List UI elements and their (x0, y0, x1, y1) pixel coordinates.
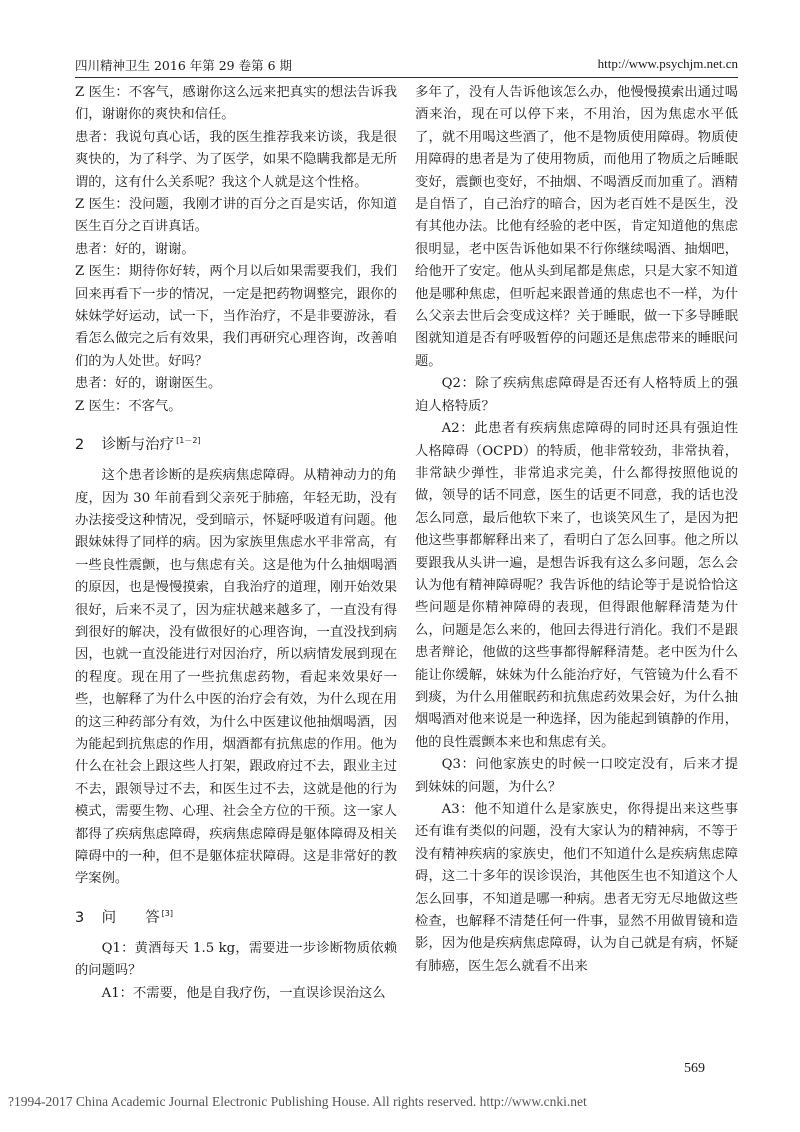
citation-ref[interactable]: [3] (161, 908, 173, 918)
section-title: 诊断与治疗 (101, 437, 175, 454)
answer-a3: A3：他不知道什么是家族史，你得提出来这些事还有谁有类似的问题，没有大家认为的精神病，不等于没有精神疾病的家族史，他们不知道什么是疾病焦虑障碍，这二十多年的误诊误治，其他医生也不知道这个人怎么回事，不知道是哪一种病。患者无穷无尽地做这些检查，也解释不清楚任何一件事，显然不用做胃镜和造影，因为他是疾病焦虑障碍，认为自己就是有病，怀疑有肺癌，医生怎么就看不出来 (415, 802, 738, 974)
question-q2: Q2：除了疾病焦虑障碍是否还有人格特质上的强迫人格特质？ (415, 376, 738, 414)
answer-a1-continued: 多年了，没有人告诉他该怎么办，他慢慢摸索出通过喝酒来治，现在可以停下来，不用治，因为焦虑水平低了，就不用喝这些酒了，他不是物质使用障碍。物质使用障碍的患者是为了使用物质，而他用了物质之后睡眠变好，震颤也变好，不抽烟、不喝酒反而加重了。酒精是自悟了，自己治疗的暗合，因为老百姓不是医生，没有其他办法。比他有经验的老中医，肯定知道他的焦虑很明显，老中医告诉他如果不行你继续喝酒、抽烟吧，给他开了安定。他从头到尾都是焦虑，只是大家不知道他是哪种焦虑，但听起来跟普通的焦虑也不一样，为什么父亲去世后会变成这样？关于睡眠，做一下多导睡眠图就知道是否有呼吸暂停的问题还是焦虑带来的睡眠问题。 (415, 85, 738, 369)
answer-a2: A2：此患者有疾病焦虑障碍的同时还具有强迫性人格障碍（OCPD）的特质，他非常较劲，非常执着，非常缺少弹性，非常追求完美，什么都得按照他说的做，领导的话不同意，医生的话更不同意，我的话也没怎么同意，最后他软下来了，也谈笑风生了，是因为把他这些事都解释出来了，看明白了怎么回事。他之所以要跟我从头讲一遍，是想告诉我有这么多问题，怎么会认为他有精神障碍呢？我告诉他的结论等于是说恰恰这些问题是你精神障碍的表现，但得跟他解释清楚为什么，问题是怎么来的，他回去得进行消化。我们不是跟患者辩论，他做的这些事都得解释清楚。老中医为什么能让你缓解，妹妹为什么能治疗好，气管镜为什么看不到痰，为什么用催眠药和抗焦虑药效果会好，为什么抽烟喝酒对他来说是一种选择，因为能起到镇静的作用，他的良性震颤本来也和焦虑有关。 (415, 421, 738, 750)
dialogue-line: 患者：我说句真心话，我的医生推荐我来访谈，我是很爽快的，为了科学、为了医学，如果不隐瞒我都是无所谓的，这有什么关系呢？我这个人就是这个性格。 (75, 129, 397, 190)
diagnosis-paragraph: 这个患者诊断的是疾病焦虑障碍。从精神动力的角度，因为 30 年前看到父亲死于肺癌，年轻无助，没有办法接受这种情况，受到暗示，怀疑呼吸道有问题。他跟妹妹得了同样的病。因为家族里焦虑水平非常高，有一些良性震颤，也与焦虑有关。这是他为什么抽烟喝酒的原因，也是慢慢摸索，自我治疗的道理，刚开始效果很好，后来不灵了，因为症状越来越多了，一直没有得到很好的解决，没有做很好的心理咨询，一直没找到病因，也就一直没能进行对因治疗，所以病情发展到现在的程度。现在用了一些抗焦虑药物，看起来效果好一些，也解释了为什么中医的治疗会有效，为什么现在用的这三种药部分有效，为什么中医建议他抽烟喝酒，因为能起到抗焦虑的作用，烟酒都有抗焦虑的作用。他为什么在社会上跟这些人打架，跟政府过不去，跟业主过不去，跟领导过不去，和医生过不去，这就是他的行为模式，需要生物、心理、社会全方位的干预。这一家人都得了疾病焦虑障碍，疾病焦虑障碍是躯体障碍及相关障碍中的一种，但不是躯体症状障碍。这是非常好的教学案例。 (75, 468, 397, 887)
section-number: 3 (75, 909, 85, 926)
section-number: 2 (75, 437, 85, 454)
running-header (75, 53, 738, 78)
journal-name: 四川精神卫生 2016 年第 29 卷第 6 期 (75, 58, 293, 73)
page-number: 569 (684, 1061, 705, 1076)
question-q1: Q1：黄酒每天 1.5 kg，需要进一步诊断物质依赖的问题吗？ (75, 940, 397, 979)
section-heading-diagnosis (75, 430, 397, 456)
left-column (75, 82, 397, 1005)
dialogue-line: 患者：好的，谢谢。 (75, 241, 195, 257)
copyright-footer: ?1994-2017 China Academic Journal Electronic Publishing House. All rights reserved. http://www.cnki.net (8, 1094, 587, 1109)
citation-ref[interactable]: [1－2] (176, 436, 201, 446)
answer-a1: A1：不需要，他是自我疗伤，一直误诊误治这么 (101, 985, 386, 1001)
section-heading-qa (75, 903, 397, 929)
journal-url[interactable]: http://www.psychjm.net.cn (597, 56, 738, 71)
dialogue-line: Z 医生：不客气，感谢你这么远来把真实的想法告诉我们，谢谢你的爽快和信任。 (75, 85, 397, 123)
dialogue-line: Z 医生：期待你好转，两个月以后如果需要我们，我们回来再看下一步的情况，一定是把药物调整完，跟你的妹妹学好运动，试一下，当作治疗，不是非要游泳，看看怎么做完之后有效果，我们再研究心理咨询，改善咱们的为人处世。好吗？ (75, 264, 397, 369)
dialogue-line: Z 医生：不客气。 (75, 398, 182, 414)
right-column (415, 82, 738, 978)
dialogue-line: 患者：好的，谢谢医生。 (75, 376, 222, 392)
dialogue-line: Z 医生：没问题，我刚才讲的百分之百是实话，你知道医生百分之百讲真话。 (75, 197, 397, 235)
question-q3: Q3：问他家族史的时候一口咬定没有，后来才提到妹妹的问题，为什么？ (415, 757, 738, 795)
section-title: 问 答 (101, 909, 160, 926)
